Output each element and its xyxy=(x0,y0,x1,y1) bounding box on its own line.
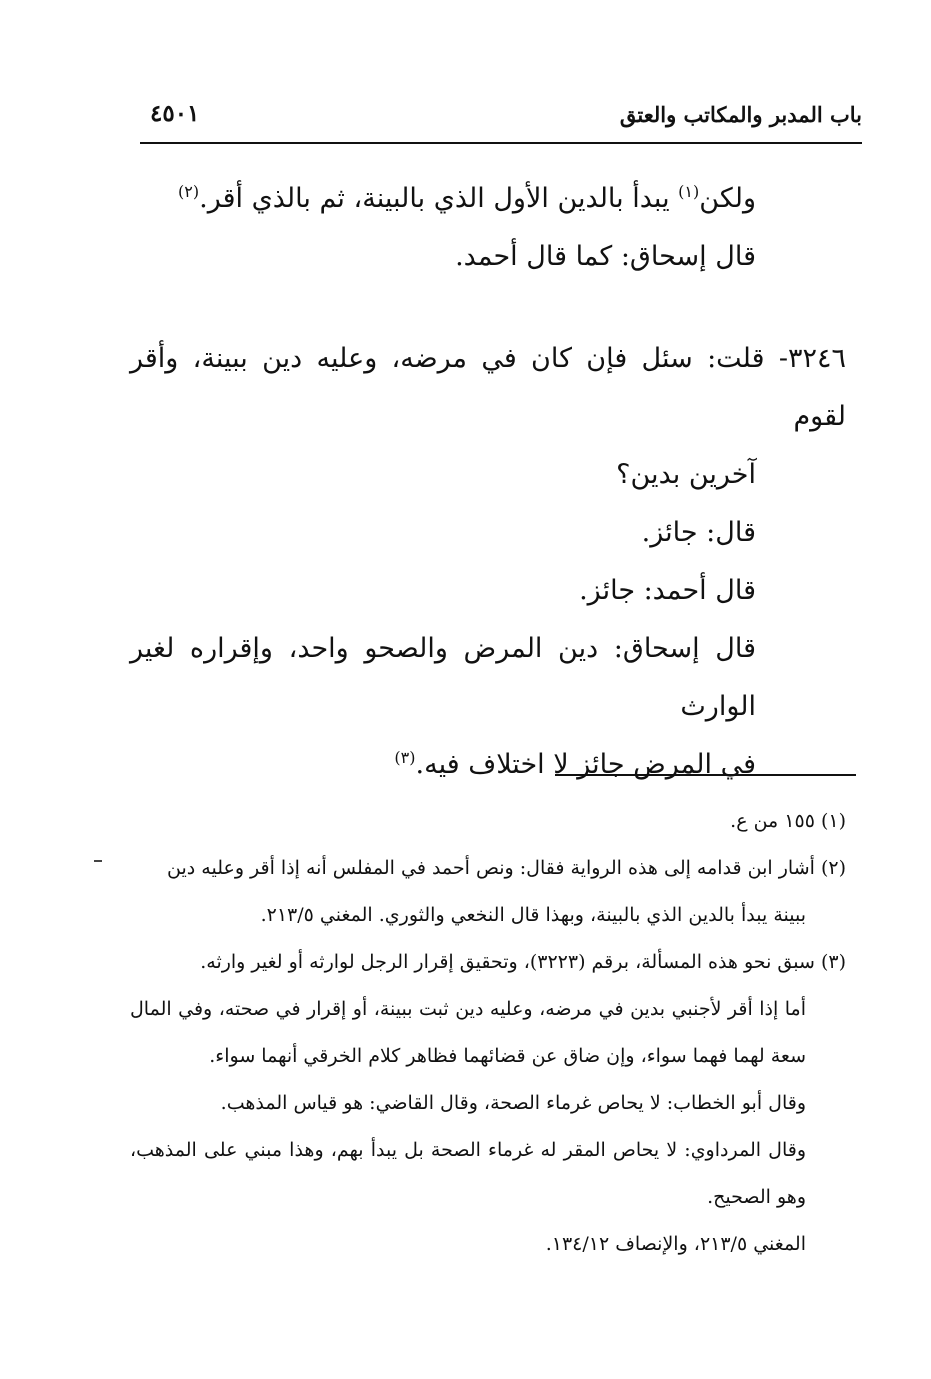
footnote-ref-3: (٣) xyxy=(394,748,416,767)
footnotes xyxy=(130,798,846,1268)
footnote-ref-2: (٢) xyxy=(178,182,200,201)
footnote-1-text: ١٥٥ من ع. xyxy=(730,810,815,832)
footnote-2-continuation: ببينة يبدأ بالدين الذي بالبينة، وبهذا قال النخعي والثوري. المغني ٢١٣/٥. xyxy=(260,904,806,926)
footnote-2 xyxy=(130,845,846,892)
running-title: باب المدبر والمكاتب والعتق xyxy=(619,102,862,127)
footnote-1 xyxy=(130,798,846,845)
footnote-3-text: سبق نحو هذه المسألة، برقم (٣٢٢٣)، وتحقيق إقرار الرجل لوارثه أو لغير وارثه. xyxy=(200,951,815,973)
issue-paragraph xyxy=(130,330,846,446)
footnote-3-paragraph-3: وقال أبو الخطاب: لا يحاص غرماء الصحة، وقال القاضي: هو قياس المذهب. xyxy=(220,1092,806,1114)
page-header xyxy=(140,96,862,144)
answer-2: قال أحمد: جائز. xyxy=(579,575,756,606)
footnote-3-paragraph-2: أما إذا أقر لأجنبي بدين في مرضه، وعليه دين ثبت ببينة، أو إقرار في صحته، وفي المال سعة لهما فهما سواء، وإن ضاق عن قضائهما فظاهر كلام الخرقي أنهما سواء. xyxy=(130,998,806,1067)
issue-text: قلت: سئل فإن كان في مرضه، وعليه دين ببينة، وأقر لقوم xyxy=(130,343,846,432)
answer-3: قال إسحاق: دين المرض والصحو واحد، وإقراره لغير الوارث xyxy=(130,633,756,722)
issue-continuation: آخرين بدين؟ xyxy=(616,459,756,490)
paragraph-gap xyxy=(130,286,846,330)
page-number: ٤٥٠١ xyxy=(150,100,200,127)
main-line-1 xyxy=(130,170,846,228)
main-text xyxy=(130,170,846,794)
main-line-2: قال إسحاق: كما قال أحمد. xyxy=(455,241,756,272)
footnote-ref-1: (١) xyxy=(678,182,700,201)
answer-3-cont-text: في المرض جائز لا اختلاف فيه. xyxy=(415,749,756,780)
footnote-2-text: أشار ابن قدامه إلى هذه الرواية فقال: ونص أحمد في المفلس أنه إذا أقر وعليه دين xyxy=(167,857,815,879)
issue-number: ٣٢٤٦- xyxy=(764,343,846,374)
footnote-3-mark: (٣) xyxy=(814,951,846,973)
margin-mark xyxy=(94,860,102,862)
footnote-3-paragraph-4: وقال المرداوي: لا يحاص المقر له غرماء الصحة بل يبدأ بهم، وهذا مبني على المذهب، وهو الصحيح. xyxy=(130,1139,806,1208)
answer-3-continuation xyxy=(130,736,846,794)
main-line-1-text: ولكن xyxy=(699,183,756,214)
answer-1: قال: جائز. xyxy=(641,517,756,548)
main-line-1-text-b: يبدأ بالدين الأول الذي بالبينة، ثم بالذي أقر. xyxy=(199,183,679,214)
footnote-2-mark: (٢) xyxy=(814,857,846,879)
footnote-1-mark: (١) xyxy=(814,810,846,832)
footnote-3 xyxy=(130,939,846,986)
footnote-separator xyxy=(555,774,856,776)
footnote-3-paragraph-5: المغني ٢١٣/٥، والإنصاف ١٣٤/١٢. xyxy=(545,1233,806,1255)
